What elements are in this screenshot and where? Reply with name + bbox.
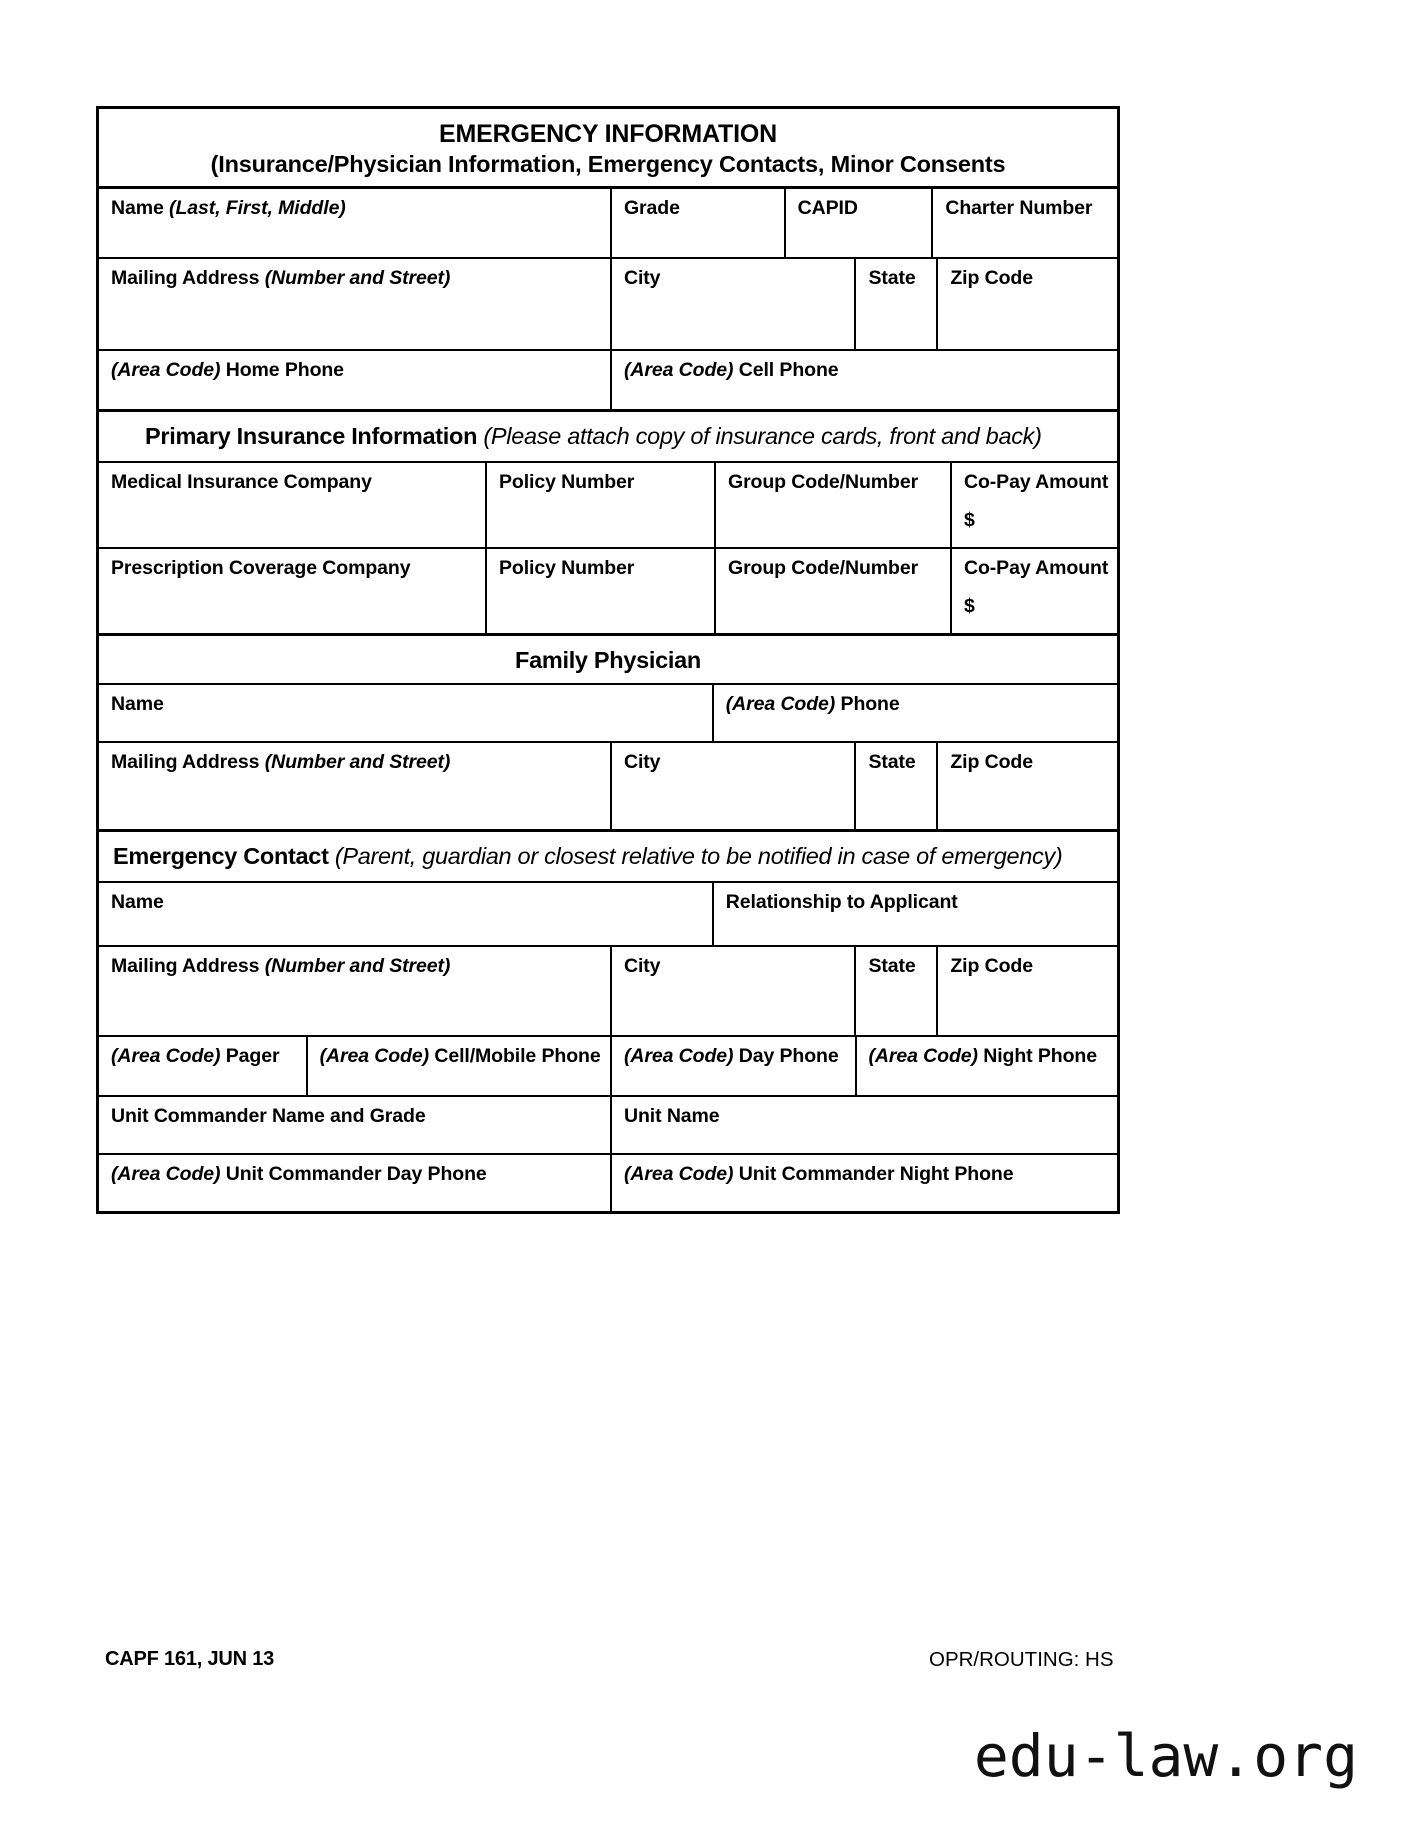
medical-insurance-row	[99, 461, 1117, 547]
field-emergency-contact-cell[interactable]	[306, 1037, 610, 1095]
field-physician-state[interactable]	[854, 743, 936, 829]
label-home-phone: Home Phone	[225, 359, 344, 382]
label-physician-zip: Zip Code	[950, 751, 1033, 774]
label-mailing-address: Mailing Address	[111, 267, 260, 290]
field-emergency-contact-pager[interactable]	[99, 1037, 306, 1095]
section-title-emergency-contact: Emergency Contact	[113, 843, 329, 870]
label-physician-city: City	[623, 751, 661, 774]
field-medical-copay[interactable]	[950, 463, 1117, 547]
field-applicant-city[interactable]	[610, 259, 855, 349]
field-emergency-contact-state[interactable]	[854, 947, 936, 1035]
label-grade: Grade	[623, 197, 680, 220]
hint-physician-mailing-address: (Number and Street)	[264, 751, 451, 774]
footer-routing: OPR/ROUTING: HS	[929, 1648, 1114, 1671]
hint-home-phone-area-code: (Area Code)	[111, 359, 221, 382]
field-unit-commander-night-phone[interactable]	[610, 1155, 1117, 1211]
field-emergency-contact-day-phone[interactable]	[610, 1037, 855, 1095]
field-prescription-company[interactable]	[99, 549, 485, 633]
section-header-primary-insurance	[99, 409, 1117, 461]
label-physician-mailing-address: Mailing Address	[111, 751, 260, 774]
field-physician-mailing-address[interactable]	[99, 743, 610, 829]
applicant-phone-row	[99, 349, 1117, 409]
emergency-contact-address-row	[99, 945, 1117, 1035]
field-prescription-copay[interactable]	[950, 549, 1117, 633]
field-physician-city[interactable]	[610, 743, 855, 829]
label-zip-code: Zip Code	[950, 267, 1033, 290]
field-medical-policy-number[interactable]	[485, 463, 714, 547]
label-physician-phone: Phone	[840, 693, 900, 716]
section-note-primary-insurance: (Please attach copy of insurance cards, front and back)	[483, 423, 1042, 450]
prescription-coverage-row	[99, 547, 1117, 633]
hint-name-format: (Last, First, Middle)	[169, 197, 346, 220]
field-applicant-name[interactable]	[99, 189, 610, 257]
hint-pager-area-code: (Area Code)	[111, 1045, 221, 1068]
label-charter-number: Charter Number	[945, 197, 1093, 220]
label-day-phone: Day Phone	[738, 1045, 839, 1068]
field-emergency-contact-mailing-address[interactable]	[99, 947, 610, 1035]
label-emergency-contact-state: State	[868, 955, 916, 978]
label-cell-mobile-phone: Cell/Mobile Phone	[434, 1045, 601, 1068]
label-name: Name	[111, 197, 164, 220]
field-physician-name[interactable]	[99, 685, 712, 741]
label-medical-insurance-company: Medical Insurance Company	[111, 471, 372, 494]
field-applicant-state[interactable]	[854, 259, 936, 349]
hint-night-phone-area-code: (Area Code)	[868, 1045, 978, 1068]
emergency-contact-phones-row	[99, 1035, 1117, 1095]
label-emergency-contact-name: Name	[111, 891, 164, 914]
applicant-address-row	[99, 257, 1117, 349]
field-physician-zip[interactable]	[936, 743, 1117, 829]
label-prescription-copay-currency: $	[964, 594, 975, 617]
section-title-primary-insurance: Primary Insurance Information	[145, 423, 478, 450]
field-emergency-contact-zip[interactable]	[936, 947, 1117, 1035]
physician-address-row	[99, 741, 1117, 829]
hint-cell-mobile-area-code: (Area Code)	[319, 1045, 430, 1068]
label-unit-commander-night-phone: Unit Commander Night Phone	[738, 1163, 1014, 1186]
hint-unit-commander-day-area-code: (Area Code)	[111, 1163, 221, 1186]
label-capid: CAPID	[797, 197, 858, 220]
hint-unit-commander-night-area-code: (Area Code)	[624, 1163, 734, 1186]
unit-commander-phones-row	[99, 1153, 1117, 1211]
label-medical-copay: Co-Pay Amount	[964, 471, 1109, 494]
label-unit-commander-name-grade: Unit Commander Name and Grade	[111, 1105, 426, 1128]
form-title: EMERGENCY INFORMATION	[439, 120, 777, 148]
section-header-family-physician	[99, 633, 1117, 683]
label-emergency-contact-mailing-address: Mailing Address	[111, 955, 260, 978]
field-physician-phone[interactable]	[712, 685, 1117, 741]
field-capid[interactable]	[784, 189, 932, 257]
field-unit-commander-day-phone[interactable]	[99, 1155, 610, 1211]
label-prescription-company: Prescription Coverage Company	[111, 557, 411, 580]
label-medical-copay-currency: $	[964, 508, 975, 531]
label-medical-group-code: Group Code/Number	[728, 471, 919, 494]
label-unit-name: Unit Name	[624, 1105, 720, 1128]
label-prescription-copay: Co-Pay Amount	[964, 557, 1109, 580]
form-title-banner	[99, 109, 1117, 186]
hint-day-phone-area-code: (Area Code)	[623, 1045, 734, 1068]
label-pager: Pager	[225, 1045, 280, 1068]
field-grade[interactable]	[610, 189, 784, 257]
field-unit-commander-name-grade[interactable]	[99, 1097, 610, 1153]
applicant-identity-row	[99, 186, 1117, 257]
section-note-emergency-contact: (Parent, guardian or closest relative to be notified in case of emergency)	[334, 843, 1063, 870]
label-city: City	[623, 267, 661, 290]
field-charter-number[interactable]	[931, 189, 1117, 257]
hint-emergency-contact-mailing-address: (Number and Street)	[264, 955, 451, 978]
physician-name-row	[99, 683, 1117, 741]
hint-physician-phone-area-code: (Area Code)	[725, 693, 836, 716]
form-subtitle: (Insurance/Physician Information, Emergency Contacts, Minor Consents	[210, 150, 1006, 177]
field-medical-insurance-company[interactable]	[99, 463, 485, 547]
label-state: State	[868, 267, 916, 290]
watermark-edu-law: edu-law.org	[973, 1722, 1358, 1790]
field-emergency-contact-night-phone[interactable]	[855, 1037, 1117, 1095]
hint-cell-phone-area-code: (Area Code)	[624, 359, 734, 382]
unit-commander-row	[99, 1095, 1117, 1153]
label-cell-phone: Cell Phone	[738, 359, 839, 382]
section-title-family-physician: Family Physician	[515, 647, 701, 674]
field-prescription-policy-number[interactable]	[485, 549, 714, 633]
label-relationship-to-applicant: Relationship to Applicant	[725, 891, 958, 914]
emergency-information-form	[96, 106, 1120, 1214]
field-relationship-to-applicant[interactable]	[712, 883, 1117, 945]
hint-mailing-address: (Number and Street)	[264, 267, 451, 290]
field-applicant-mailing-address[interactable]	[99, 259, 610, 349]
label-unit-commander-day-phone: Unit Commander Day Phone	[225, 1163, 487, 1186]
label-prescription-policy-number: Policy Number	[499, 557, 635, 580]
field-medical-group-code[interactable]	[714, 463, 950, 547]
label-physician-name: Name	[111, 693, 164, 716]
label-medical-policy-number: Policy Number	[499, 471, 635, 494]
label-emergency-contact-zip: Zip Code	[950, 955, 1033, 978]
field-home-phone[interactable]	[99, 351, 610, 409]
label-night-phone: Night Phone	[983, 1045, 1097, 1068]
field-cell-phone[interactable]	[610, 351, 1117, 409]
emergency-contact-name-row	[99, 881, 1117, 945]
field-unit-name[interactable]	[610, 1097, 1117, 1153]
label-prescription-group-code: Group Code/Number	[728, 557, 919, 580]
section-header-emergency-contact	[99, 829, 1117, 881]
footer-form-id: CAPF 161, JUN 13	[105, 1648, 275, 1670]
label-emergency-contact-city: City	[623, 955, 661, 978]
field-emergency-contact-city[interactable]	[610, 947, 855, 1035]
field-prescription-group-code[interactable]	[714, 549, 950, 633]
field-applicant-zip[interactable]	[936, 259, 1117, 349]
field-emergency-contact-name[interactable]	[99, 883, 712, 945]
label-physician-state: State	[868, 751, 916, 774]
